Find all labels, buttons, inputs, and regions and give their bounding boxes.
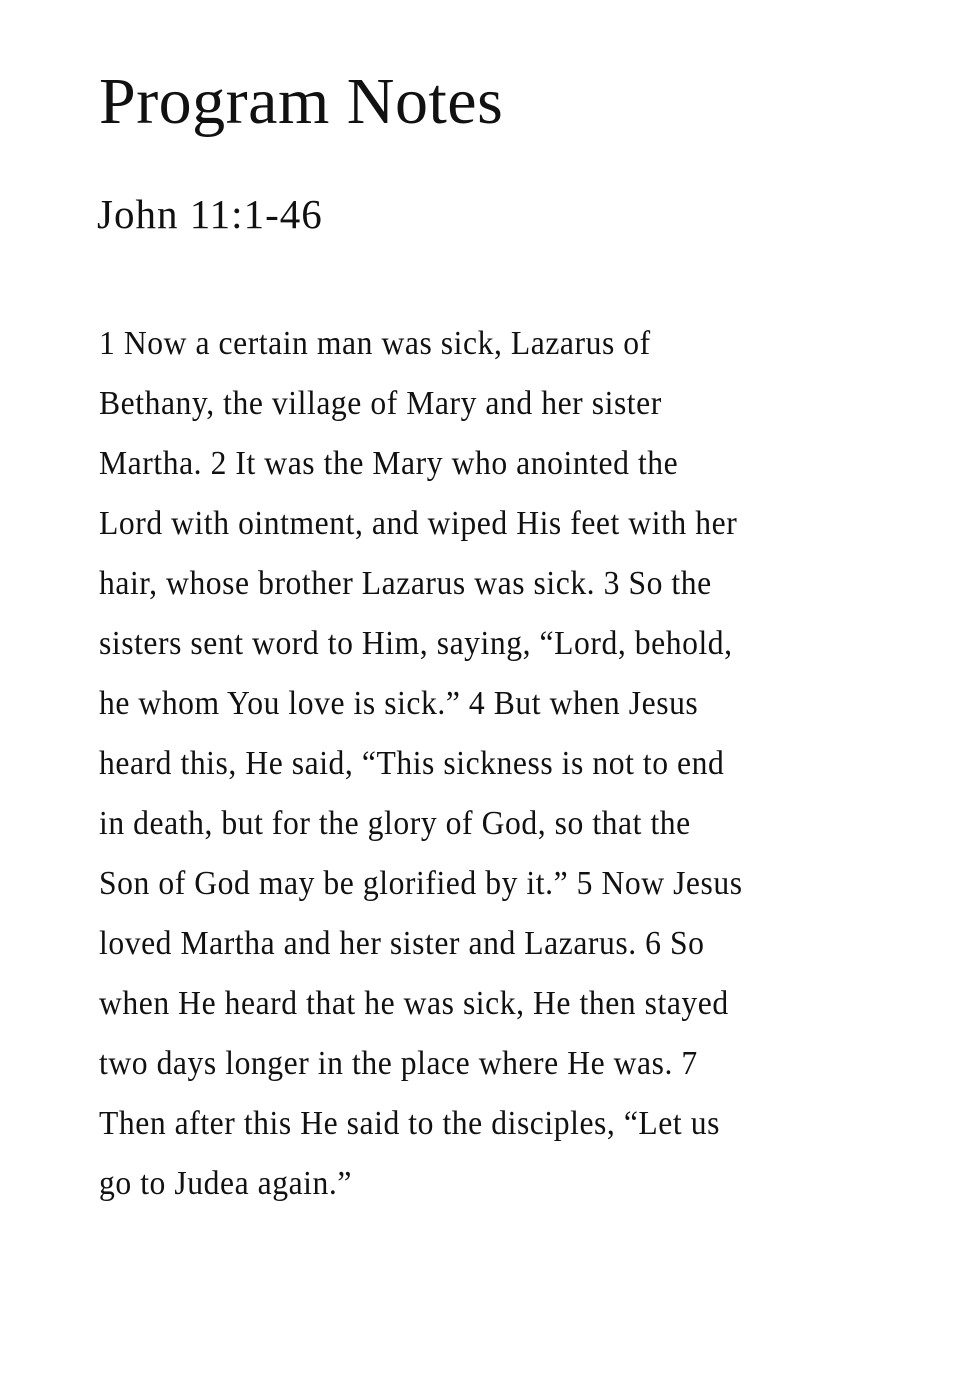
page-title: Program Notes [99, 65, 504, 138]
passage-line: loved Martha and her sister and Lazarus. 6 So [99, 925, 705, 962]
passage-line: when He heard that he was sick, He then stayed [99, 985, 729, 1022]
passage-line: sisters sent word to Him, saying, “Lord, behold, [99, 625, 733, 662]
passage-line: Lord with ointment, and wiped His feet with her [99, 505, 738, 542]
passage-line: 1 Now a certain man was sick, Lazarus of [99, 325, 651, 362]
passage-line: in death, but for the glory of God, so that the [99, 805, 691, 842]
passage-line: go to Judea again.” [99, 1165, 352, 1202]
passage-line: he whom You love is sick.” 4 But when Jesus [99, 685, 699, 722]
passage-line: hair, whose brother Lazarus was sick. 3 So the [99, 565, 712, 602]
scripture-reference: John 11:1-46 [97, 191, 323, 237]
scripture-passage [99, 316, 889, 1216]
passage-line: two days longer in the place where He was. 7 [99, 1045, 698, 1082]
passage-line: Bethany, the village of Mary and her sister [99, 385, 662, 422]
passage-line: Martha. 2 It was the Mary who anointed the [99, 445, 679, 482]
passage-line: Then after this He said to the disciples, “Let us [99, 1105, 720, 1142]
passage-line: Son of God may be glorified by it.” 5 Now Jesus [99, 865, 743, 902]
passage-line: heard this, He said, “This sickness is not to end [99, 745, 725, 782]
